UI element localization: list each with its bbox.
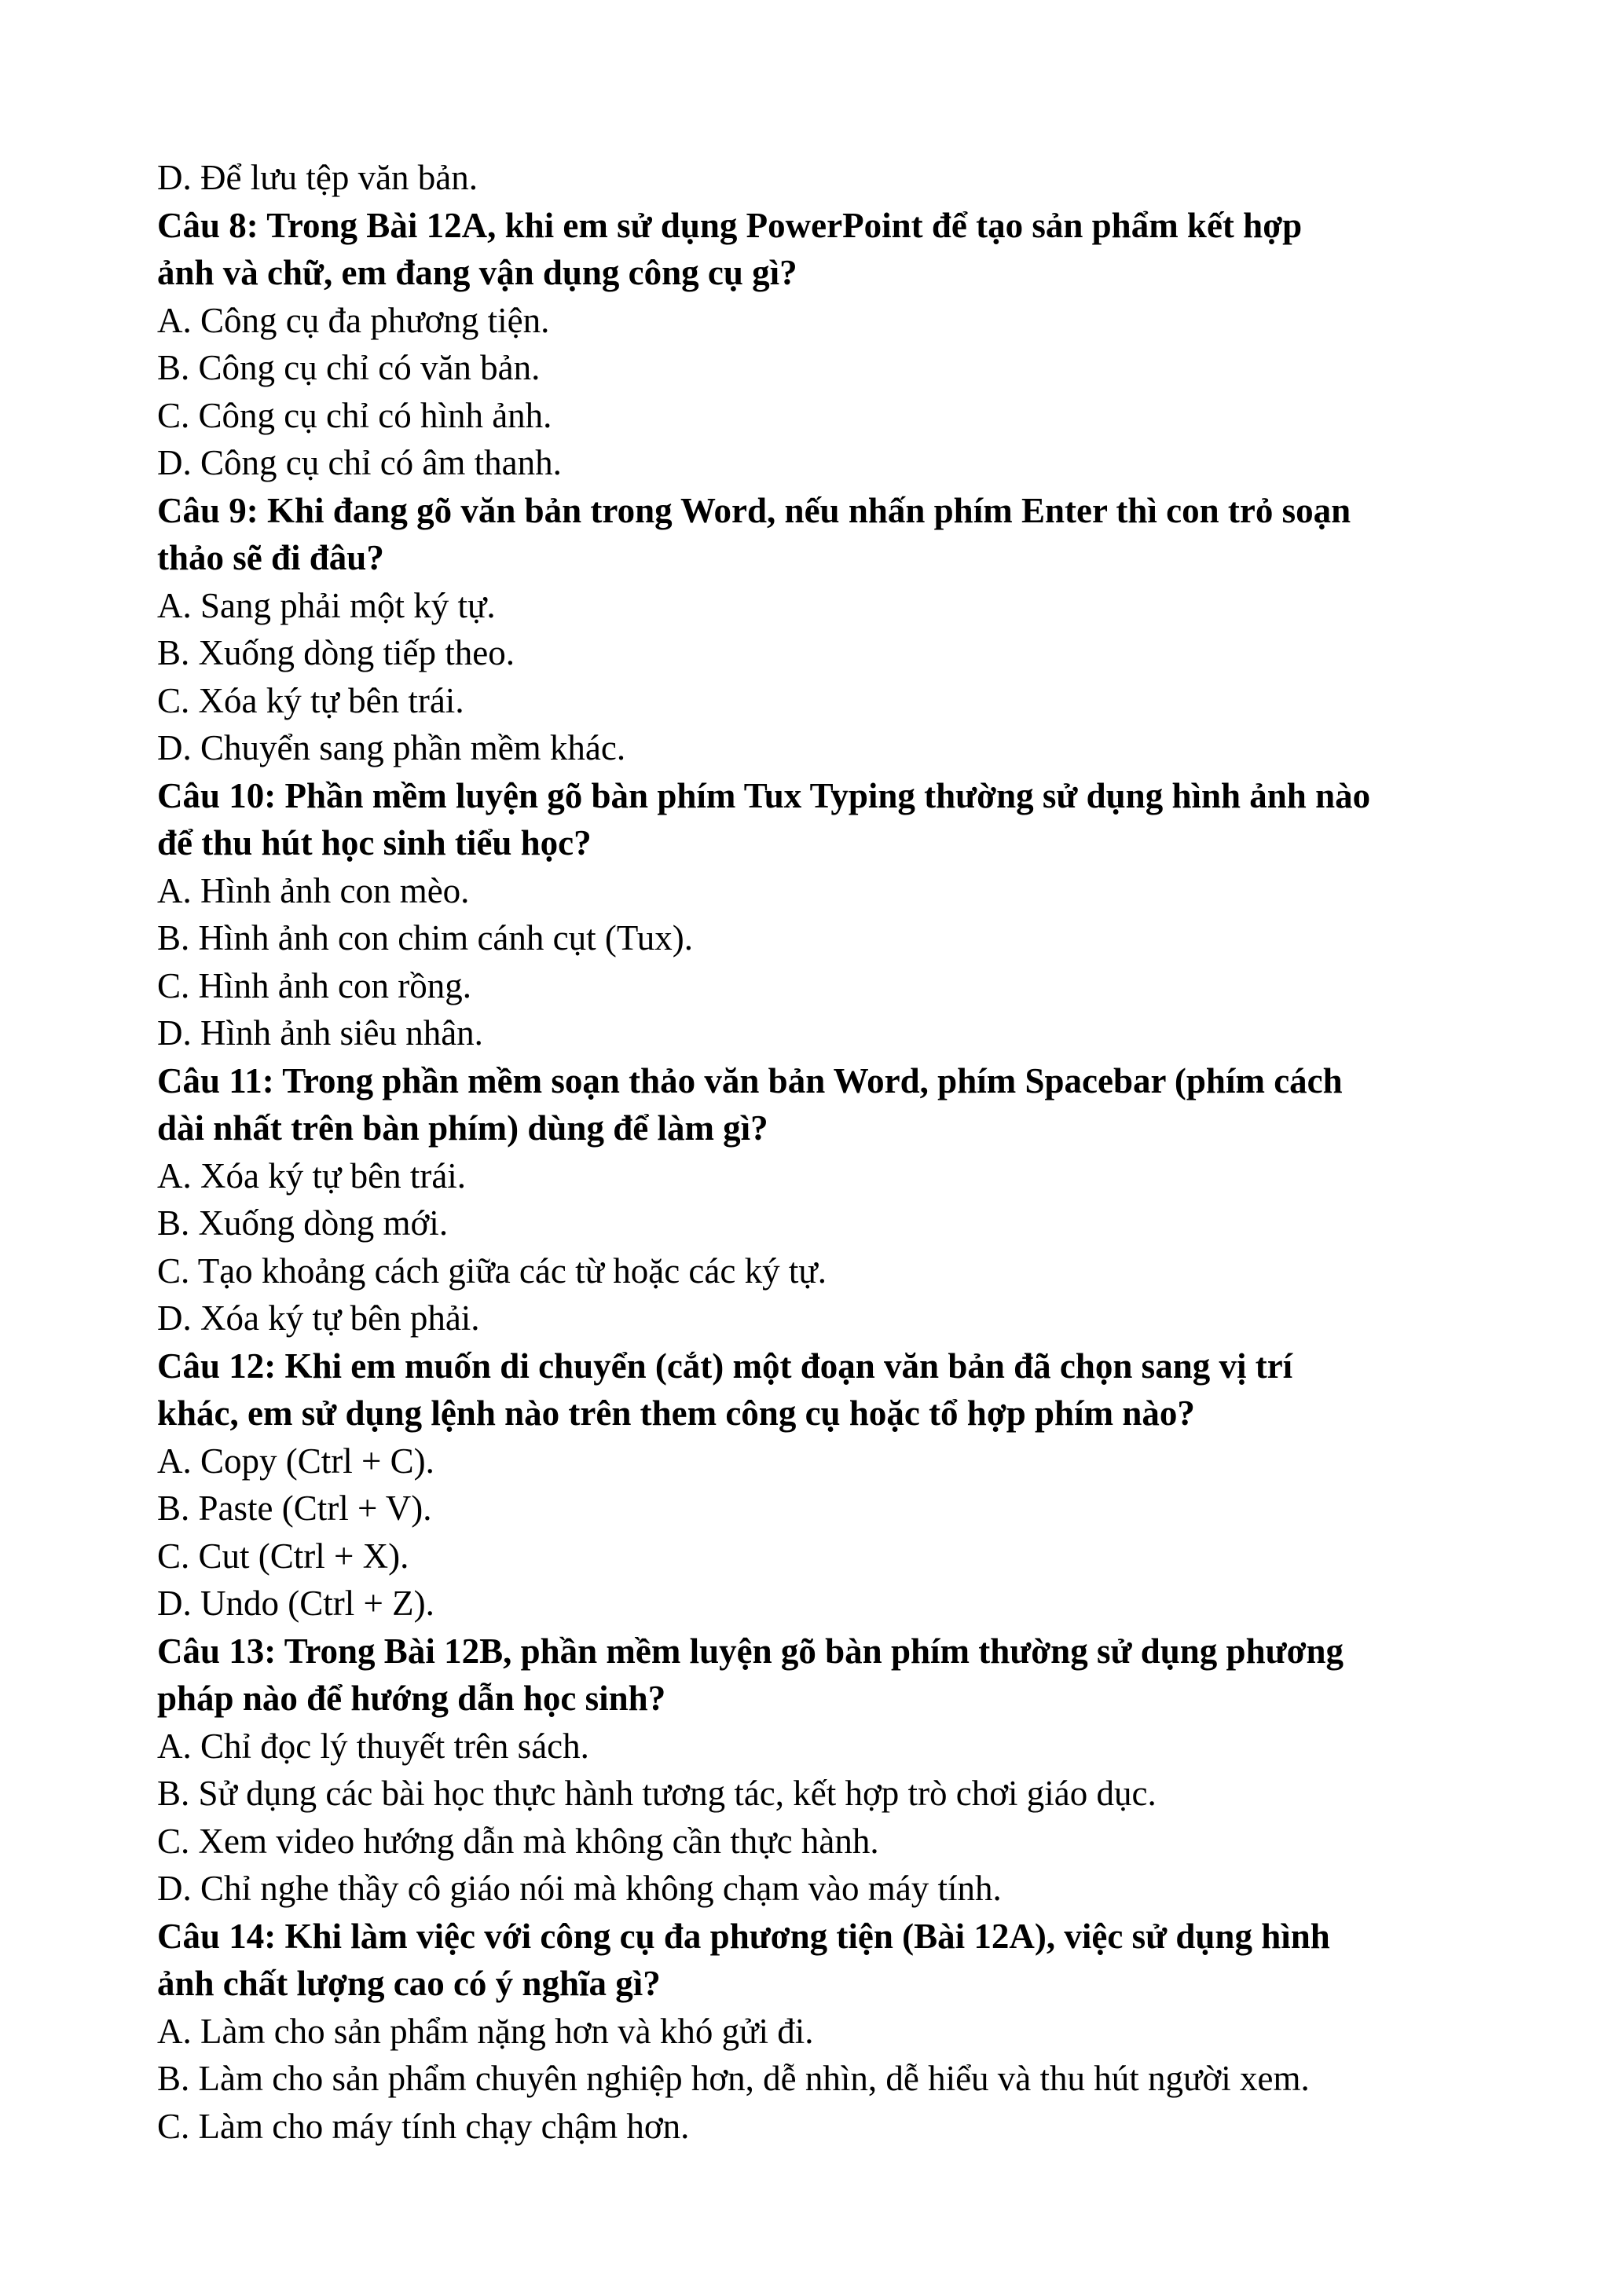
question-title-line: Câu 10: Phần mềm luyện gõ bàn phím Tux Typing thường sử dụng hình ảnh nào	[157, 775, 1371, 815]
option-line: A. Hình ảnh con mèo.	[157, 870, 470, 910]
option-line: B. Xuống dòng tiếp theo.	[157, 633, 515, 672]
option-line: D. Chuyển sang phần mềm khác.	[157, 728, 626, 767]
option-line: C. Hình ảnh con rồng.	[157, 965, 471, 1005]
option-line: A. Sang phải một ký tự.	[157, 585, 496, 625]
option-line: C. Xóa ký tự bên trái.	[157, 680, 464, 720]
option-line: B. Công cụ chỉ có văn bản.	[157, 348, 541, 387]
option-line: D. Hình ảnh siêu nhân.	[157, 1013, 483, 1053]
option-line: C. Làm cho máy tính chạy chậm hơn.	[157, 2106, 690, 2146]
question-block-12	[157, 1342, 1509, 1628]
question-title-line: Câu 9: Khi đang gõ văn bản trong Word, nếu nhấn phím Enter thì con trỏ soạn	[157, 490, 1351, 530]
option-line: B. Paste (Ctrl + V).	[157, 1489, 432, 1528]
option-line: D. Để lưu tệp văn bản.	[157, 158, 478, 197]
option-line: B. Hình ảnh con chim cánh cụt (Tux).	[157, 918, 693, 958]
option-line: A. Làm cho sản phẩm nặng hơn và khó gửi đi.	[157, 2011, 814, 2051]
question-title-line: khác, em sử dụng lệnh nào trên them công cụ hoặc tổ hợp phím nào?	[157, 1393, 1195, 1433]
option-line: C. Xem video hướng dẫn mà không cần thực hành.	[157, 1821, 879, 1861]
option-line: C. Công cụ chỉ có hình ảnh.	[157, 395, 552, 435]
option-line: D. Chỉ nghe thầy cô giáo nói mà không chạm vào máy tính.	[157, 1869, 1002, 1908]
question-block-8	[157, 202, 1509, 487]
option-line: B. Làm cho sản phẩm chuyên nghiệp hơn, dễ nhìn, dễ hiểu và thu hút người xem.	[157, 2059, 1310, 2098]
option-line: C. Tạo khoảng cách giữa các từ hoặc các ký tự.	[157, 1251, 827, 1291]
question-block-9	[157, 487, 1509, 772]
question-title-line: Câu 13: Trong Bài 12B, phần mềm luyện gõ bàn phím thường sử dụng phương	[157, 1631, 1344, 1671]
document-content	[157, 154, 1509, 2150]
question-title-line: ảnh và chữ, em đang vận dụng công cụ gì?	[157, 253, 797, 292]
option-line: B. Sử dụng các bài học thực hành tương tác, kết hợp trò chơi giáo dục.	[157, 1774, 1157, 1813]
option-line: D. Xóa ký tự bên phải.	[157, 1298, 480, 1338]
question-block-10	[157, 772, 1509, 1057]
option-line: D. Công cụ chỉ có âm thanh.	[157, 443, 562, 482]
question-title-line: để thu hút học sinh tiểu học?	[157, 823, 592, 862]
question-block-14	[157, 1913, 1509, 2151]
option-line: D. Undo (Ctrl + Z).	[157, 1584, 434, 1623]
question-title-line: Câu 14: Khi làm việc với công cụ đa phương tiện (Bài 12A), việc sử dụng hình	[157, 1916, 1330, 1956]
question-block-11	[157, 1057, 1509, 1342]
question-title-line: Câu 11: Trong phần mềm soạn thảo văn bản Word, phím Spacebar (phím cách	[157, 1060, 1343, 1100]
question-title-line: Câu 12: Khi em muốn di chuyển (cắt) một đoạn văn bản đã chọn sang vị trí	[157, 1346, 1293, 1386]
option-line: A. Chỉ đọc lý thuyết trên sách.	[157, 1726, 589, 1766]
question-block-13	[157, 1628, 1509, 1913]
question-title-line: thảo sẽ đi đâu?	[157, 538, 384, 577]
option-line: A. Xóa ký tự bên trái.	[157, 1155, 467, 1196]
question-title-line: Câu 8: Trong Bài 12A, khi em sử dụng PowerPoint để tạo sản phẩm kết hợp	[157, 205, 1303, 245]
question-title-line: ảnh chất lượng cao có ý nghĩa gì?	[157, 1964, 661, 2003]
option-line: A. Công cụ đa phương tiện.	[157, 300, 550, 340]
question-title-line: dài nhất trên bàn phím) dùng để làm gì?	[157, 1108, 768, 1148]
option-line: A. Copy (Ctrl + C).	[157, 1441, 434, 1481]
option-line: B. Xuống dòng mới.	[157, 1203, 449, 1243]
question-title-line: pháp nào để hướng dẫn học sinh?	[157, 1679, 666, 1718]
option-line: C. Cut (Ctrl + X).	[157, 1536, 409, 1576]
